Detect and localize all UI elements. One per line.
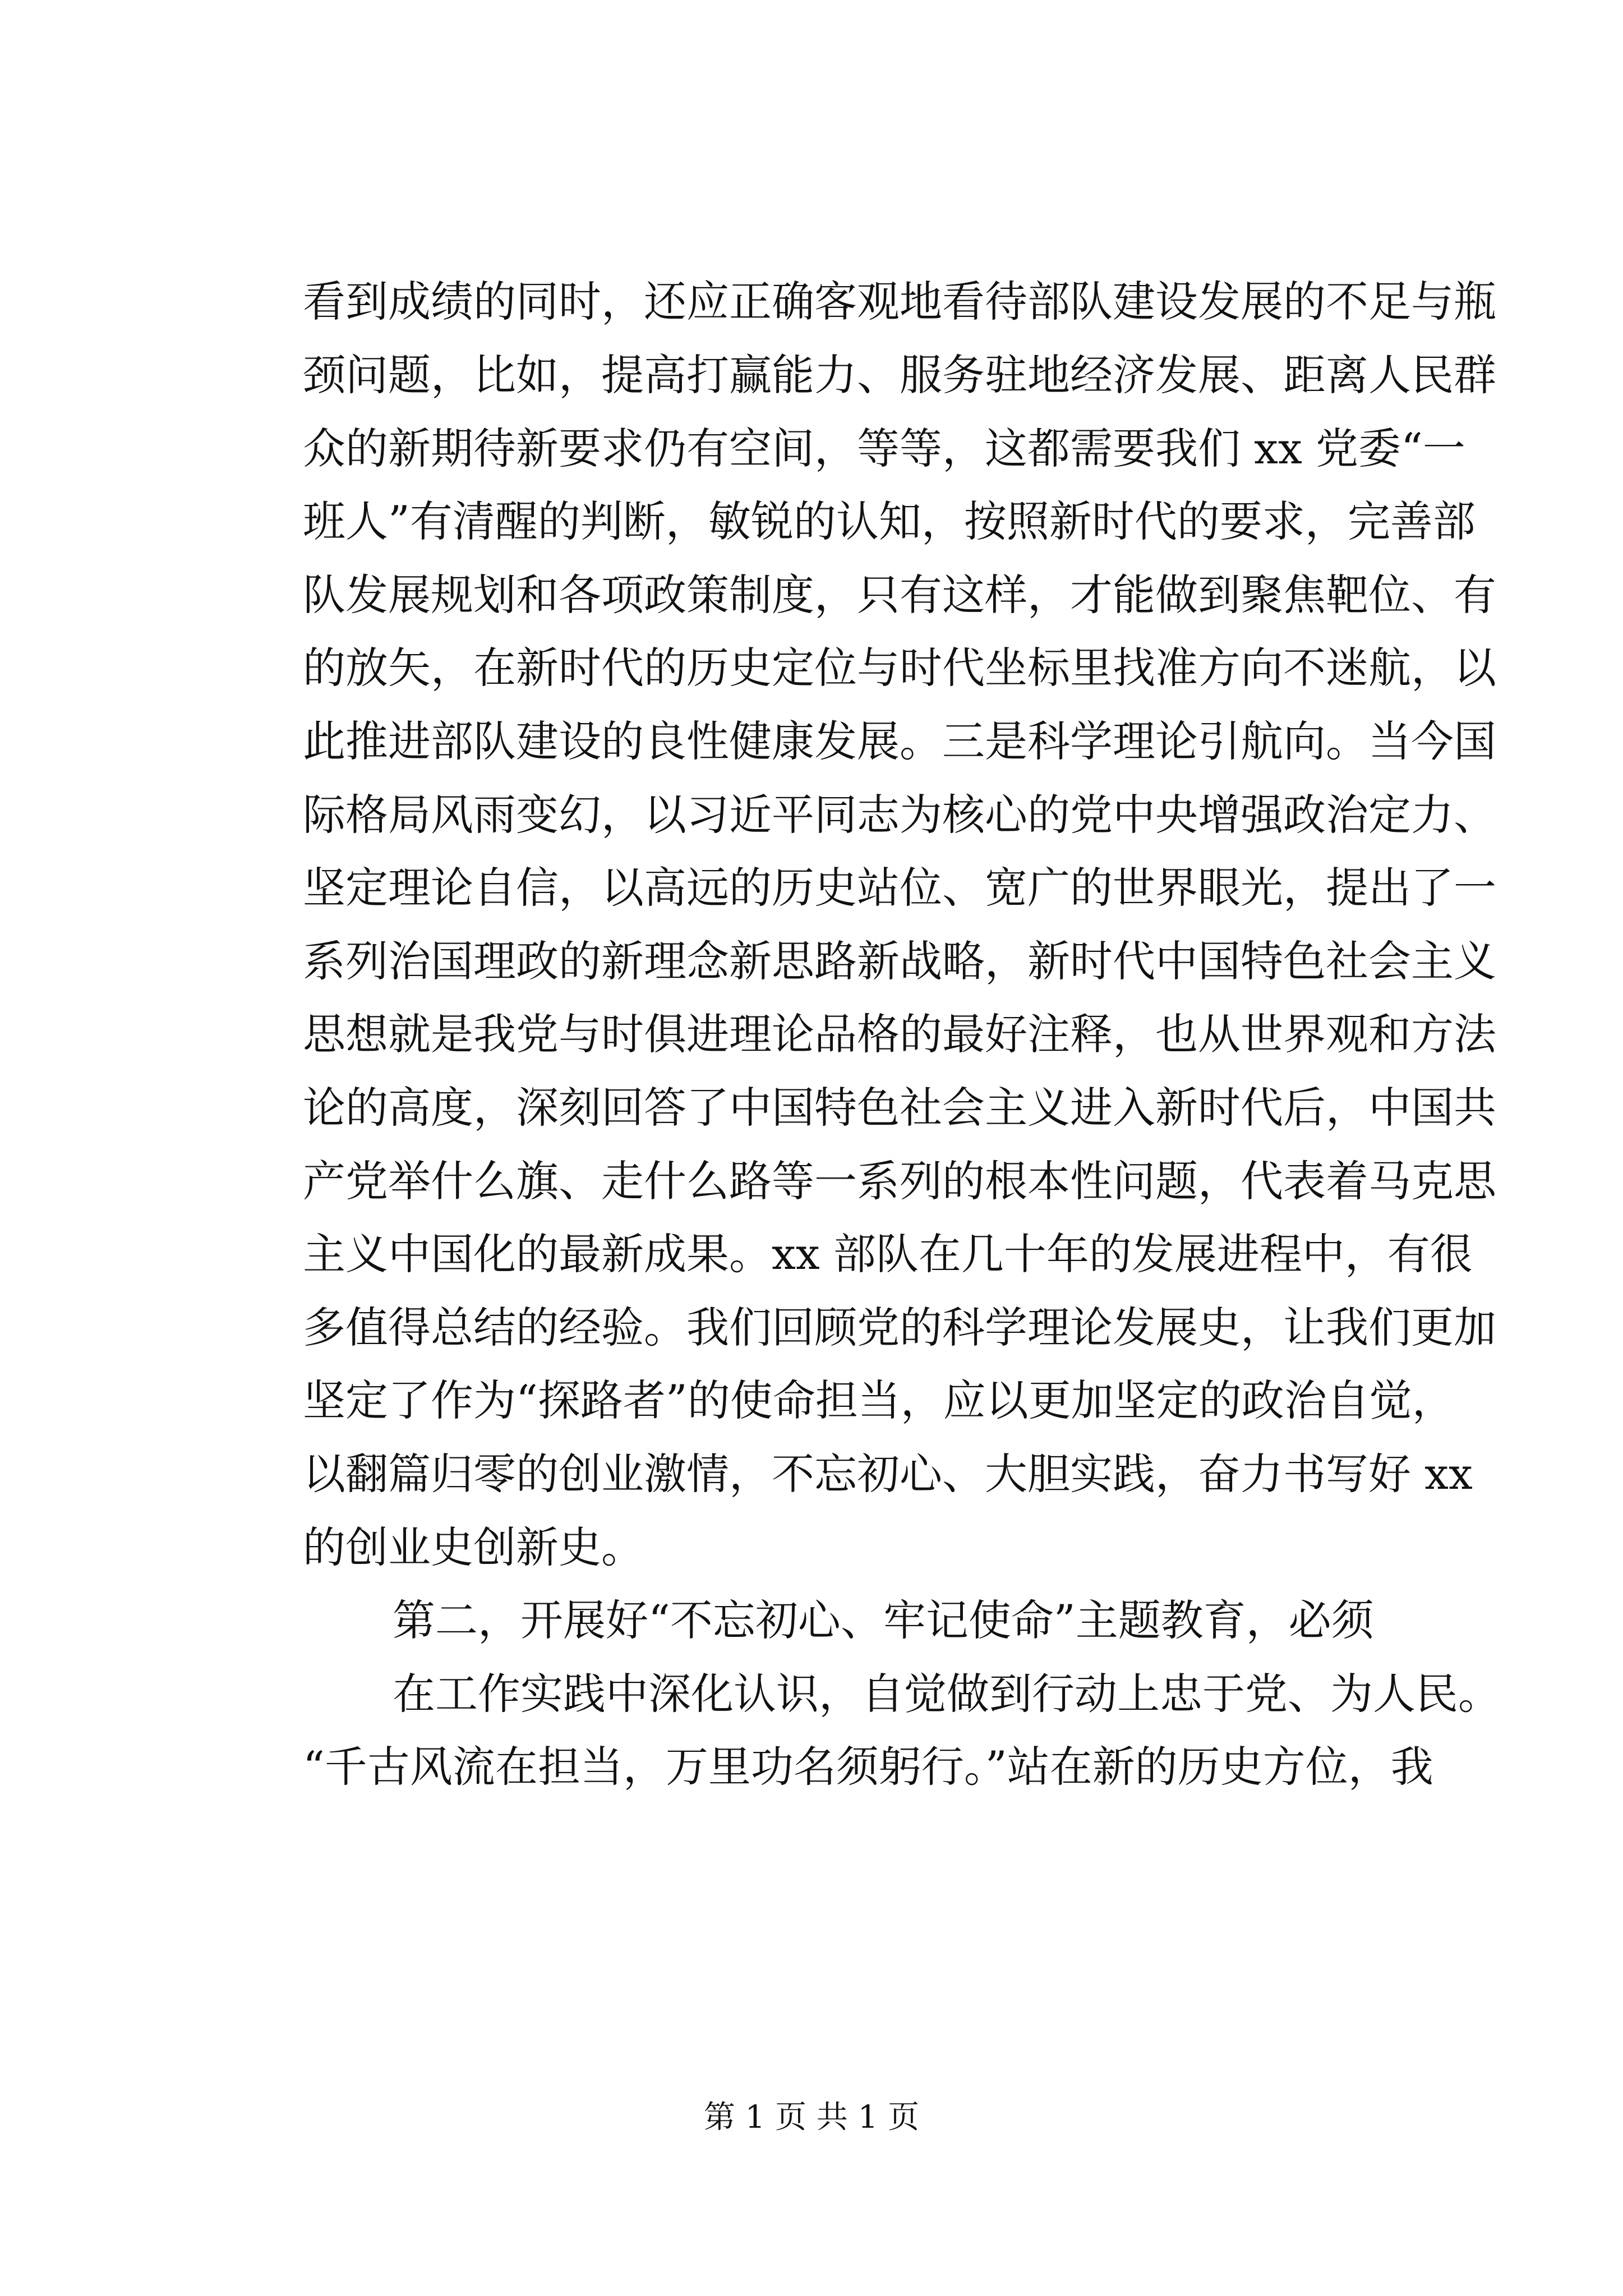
body-line: 思想就是我党与时俱进理论品格的最好注释，也从世界观和方法	[303, 1009, 1496, 1059]
section-heading: 第二，开展好“不忘初心、牢记使命”主题教育，必须	[393, 1595, 1374, 1645]
body-line: 的放矢，在新时代的历史定位与时代坐标里找准方向不迷航，以	[303, 643, 1496, 693]
body-line: “千古风流在担当，万里功名须躬行。”站在新的历史方位，我	[303, 1742, 1433, 1792]
body-line: 看到成绩的同时，还应正确客观地看待部队建设发展的不足与瓶	[303, 277, 1496, 326]
body-line: 队发展规划和各项政策制度，只有这样，才能做到聚焦靶位、有	[303, 570, 1496, 620]
body-line: 际格局风雨变幻，以习近平同志为核心的党中央增强政治定力、	[303, 790, 1496, 840]
page-number-footer: 第 1 页 共 1 页	[703, 2099, 920, 2136]
body-line: 多值得总结的经验。我们回顾党的科学理论发展史，让我们更加	[303, 1303, 1496, 1352]
body-line: 的创业史创新史。	[303, 1522, 644, 1572]
body-line: 坚定理论自信，以高远的历史站位、宽广的世界眼光，提出了一	[303, 863, 1496, 913]
body-line: 主义中国化的最新成果。xx 部队在几十年的发展进程中，有很	[303, 1229, 1473, 1279]
body-line: 此推进部队建设的良性健康发展。三是科学理论引航向。当今国	[303, 716, 1496, 766]
body-line: 以翻篇归零的创业激情，不忘初心、大胆实践，奋力书写好 xx	[303, 1449, 1473, 1499]
body-line: 系列治国理政的新理念新思路新战略，新时代中国特色社会主义	[303, 936, 1496, 986]
body-line: 产党举什么旗、走什么路等一系列的根本性问题，代表着马克思	[303, 1156, 1496, 1206]
body-line: 在工作实践中深化认识，自觉做到行动上忠于党、为人民。	[393, 1669, 1501, 1719]
body-line: 班人”有清醒的判断，敏锐的认知，按照新时代的要求，完善部	[303, 496, 1476, 546]
body-line: 颈问题，比如，提高打赢能力、服务驻地经济发展、距离人民群	[303, 350, 1496, 400]
body-line: 坚定了作为“探路者”的使命担当，应以更加坚定的政治自觉，	[303, 1375, 1455, 1425]
body-line: 论的高度，深刻回答了中国特色社会主义进入新时代后，中国共	[303, 1083, 1496, 1133]
body-line: 众的新期待新要求仍有空间，等等，这都需要我们 xx 党委“一	[303, 424, 1465, 473]
